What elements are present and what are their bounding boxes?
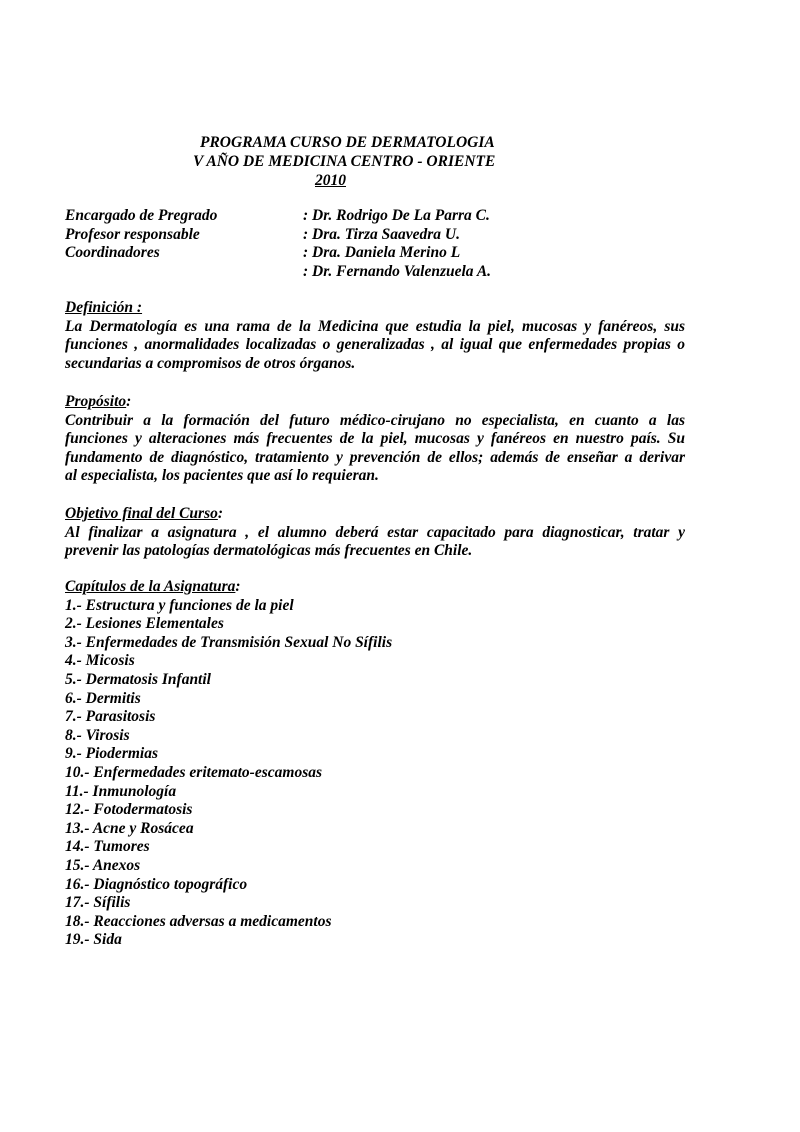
staff-row: [65, 207, 705, 226]
heading-suffix: :: [235, 578, 241, 595]
staff-name: : Dra. Tirza Saavedra U.: [303, 225, 461, 243]
staff-row: [65, 244, 705, 263]
staff-name: : Dr. Rodrigo De La Parra C.: [303, 207, 490, 224]
chapter-item: 1.- Estructura y funciones de la piel: [65, 596, 294, 614]
paragraph-line: La Dermatología es una rama de la Medicina que estudia la piel, mucosas y fanéreos, sus: [65, 317, 685, 335]
chapter-item: 5.- Dermatosis Infantil: [65, 670, 211, 688]
section-objetivo: [65, 505, 685, 561]
paragraph-line: Contribuir a la formación del futuro médico-cirujano no especialista, en cuanto a las: [65, 411, 685, 429]
staff-list: [65, 207, 705, 281]
paragraph-line: secundarias a compromisos de otros órganos.: [65, 354, 356, 372]
section-body: [65, 318, 685, 374]
section-capitulos: [65, 578, 685, 950]
chapter-item: 12.- Fotodermatosis: [65, 801, 193, 819]
paragraph-line: al especialista, los pacientes que así lo requieran.: [65, 467, 379, 485]
section-heading: Objetivo final del Curso: [65, 505, 218, 522]
chapter-item: 4.- Micosis: [65, 652, 135, 670]
section-heading: Capítulos de la Asignatura: [65, 578, 236, 595]
chapter-item: 8.- Virosis: [65, 726, 130, 744]
chapter-item: 17.- Sífilis: [65, 894, 131, 912]
title-line-1: PROGRAMA CURSO DE DERMATOLOGIA: [200, 134, 495, 151]
section-proposito: [65, 393, 685, 486]
staff-role: Profesor responsable: [65, 225, 200, 243]
chapter-item: 2.- Lesiones Elementales: [65, 615, 224, 633]
section-body: [65, 412, 685, 486]
chapter-item: 9.- Piodermias: [65, 745, 158, 763]
chapter-item: 7.- Parasitosis: [65, 708, 156, 726]
paragraph-line: fundamento de diagnóstico, tratamiento y prevención de ellos; además de enseñar a derivar: [65, 448, 685, 466]
staff-name: : Dra. Daniela Merino L: [303, 244, 461, 262]
section-heading-row: [65, 578, 685, 597]
paragraph-line: prevenir las patologías dermatológicas más frecuentes en Chile.: [65, 542, 473, 560]
staff-row: [65, 226, 705, 245]
section-heading: Definición :: [65, 299, 143, 316]
staff-role: Encargado de Pregrado: [65, 207, 218, 224]
chapter-item: 18.- Reacciones adversas a medicamentos: [65, 912, 332, 930]
section-definicion: [65, 299, 685, 373]
paragraph-line: funciones y alteraciones más frecuentes de la piel, mucosas y fanéreos en nuestro país. Su: [65, 430, 685, 448]
section-heading-row: [65, 393, 685, 412]
section-heading: Propósito: [65, 393, 127, 410]
chapter-item: 13.- Acne y Rosácea: [65, 819, 194, 837]
section-body: [65, 524, 685, 561]
chapter-item: 3.- Enfermedades de Transmisión Sexual No Sífilis: [65, 633, 393, 651]
chapter-item: 15.- Anexos: [65, 856, 141, 874]
paragraph-line: funciones , anormalidades localizadas o generalizadas , al igual que enfermedades propias o: [65, 336, 685, 354]
chapter-item: 10.- Enfermedades eritemato-escamosas: [65, 763, 323, 781]
section-heading-row: [65, 505, 685, 524]
staff-role: Coordinadores: [65, 244, 160, 262]
staff-name: : Dr. Fernando Valenzuela A.: [303, 262, 492, 280]
paragraph-line: Al finalizar a asignatura , el alumno deberá estar capacitado para diagnosticar, tratar y: [65, 523, 685, 541]
chapter-list: [65, 597, 685, 950]
heading-suffix: :: [126, 393, 132, 410]
chapter-item: 14.- Tumores: [65, 838, 150, 856]
title-year: 2010: [315, 172, 346, 189]
title-line-2: V AÑO DE MEDICINA CENTRO - ORIENTE: [193, 153, 496, 170]
heading-suffix: :: [217, 505, 224, 522]
chapter-item: 19.- Sida: [65, 931, 122, 949]
chapter-item: 16.- Diagnóstico topográfico: [65, 875, 248, 893]
chapter-item: 6.- Dermitis: [65, 689, 141, 707]
staff-row: [65, 263, 705, 282]
chapter-item: 11.- Inmunología: [65, 782, 177, 800]
